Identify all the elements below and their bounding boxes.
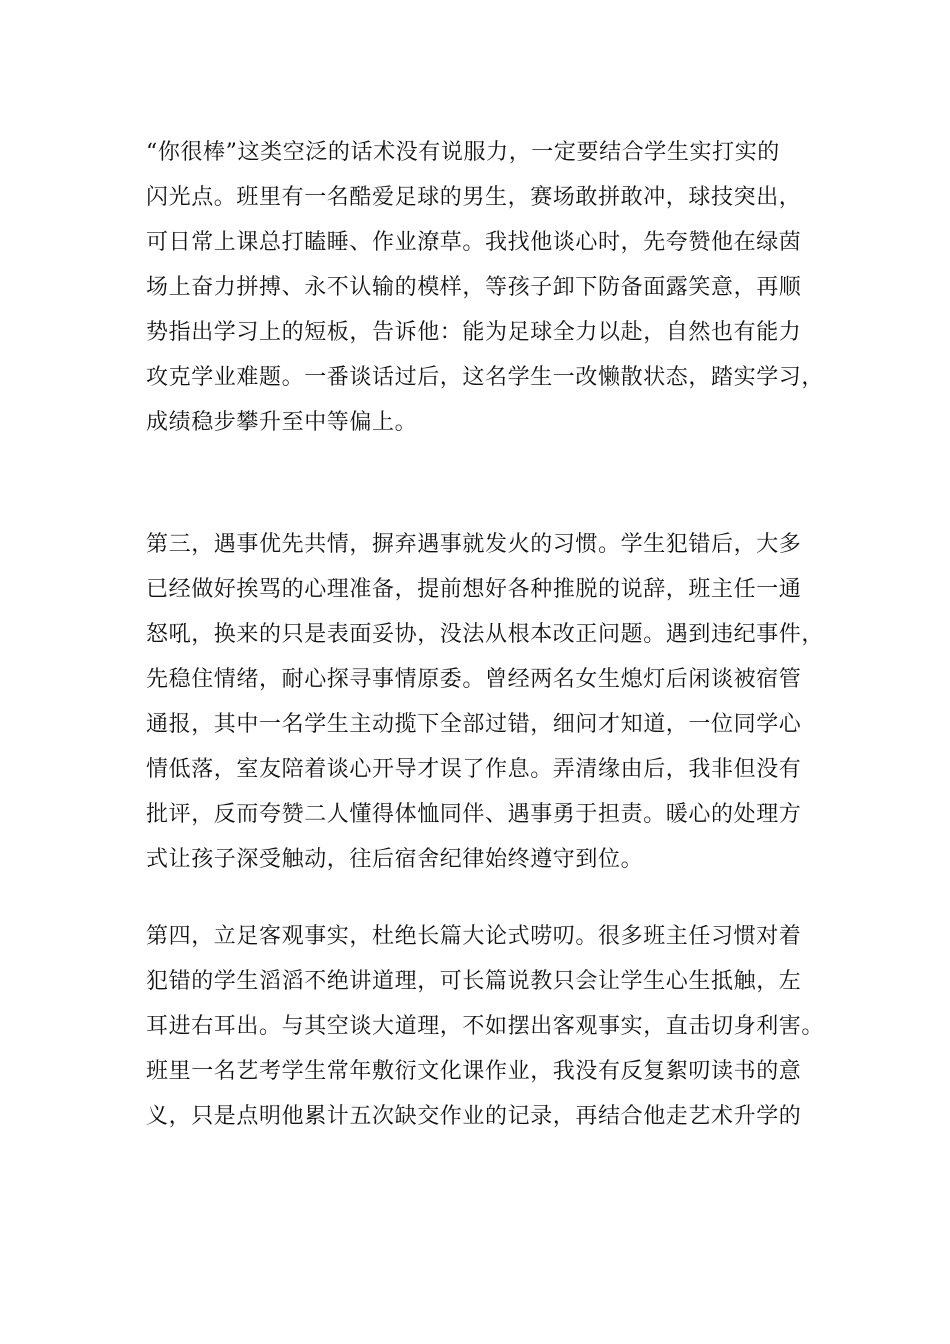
text-line: 犯错的学生滔滔不绝讲道理，可长篇说教只会让学生心生抵触，左: [146, 969, 802, 994]
text-line: 势指出学习上的短板，告诉他：能为足球全力以赴，自然也有能力: [146, 320, 802, 345]
paragraph-fourth-objective-facts: [146, 914, 826, 1139]
text-line: 成绩稳步攀升至中等偏上。: [146, 410, 418, 435]
paragraph-praise-football-student: [146, 130, 826, 445]
text-line: 先稳住情绪，耐心探寻事情原委。曾经两名女生熄灯后闲谈被宿管: [146, 667, 802, 692]
text-line: 通报，其中一名学生主动揽下全部过错，细问才知道，一位同学心: [146, 712, 802, 737]
text-line: 式让孩子深受触动，往后宿舍纪律始终遵守到位。: [146, 847, 644, 872]
text-line: “你很棒”这类空泛的话术没有说服力，一定要结合学生实打实的: [146, 140, 780, 165]
text-line: 攻克学业难题。一番谈话过后，这名学生一改懒散状态，踏实学习，: [146, 365, 825, 390]
text-line: 已经做好挨骂的心理准备，提前想好各种推脱的说辞，班主任一通: [146, 577, 802, 602]
text-line: 闪光点。班里有一名酷爱足球的男生，赛场敢拼敢冲，球技突出，: [146, 185, 802, 210]
text-line: 第四，立足客观事实，杜绝长篇大论式唠叨。很多班主任习惯对着: [146, 924, 802, 949]
paragraph-third-empathy: [146, 522, 826, 882]
text-line: 第三，遇事优先共情，摒弃遇事就发火的习惯。学生犯错后，大多: [146, 532, 802, 557]
text-line: 义，只是点明他累计五次缺交作业的记录，再结合他走艺术升学的: [146, 1104, 802, 1129]
text-line: 可日常上课总打瞌睡、作业潦草。我找他谈心时，先夸赞他在绿茵: [146, 230, 802, 255]
text-line: 批评，反而夸赞二人懂得体恤同伴、遇事勇于担责。暖心的处理方: [146, 802, 802, 827]
text-line: 场上奋力拼搏、永不认输的模样，等孩子卸下防备面露笑意，再顺: [146, 275, 802, 300]
text-line: 怒吼，换来的只是表面妥协，没法从根本改正问题。遇到违纪事件，: [146, 622, 825, 647]
text-line: 情低落，室友陪着谈心开导才误了作息。弄清缘由后，我非但没有: [146, 757, 802, 782]
text-line: 班里一名艺考学生常年敷衍文化课作业，我没有反复絮叨读书的意: [146, 1059, 802, 1084]
text-line: 耳进右耳出。与其空谈大道理，不如摆出客观事实，直击切身利害。: [146, 1014, 825, 1039]
